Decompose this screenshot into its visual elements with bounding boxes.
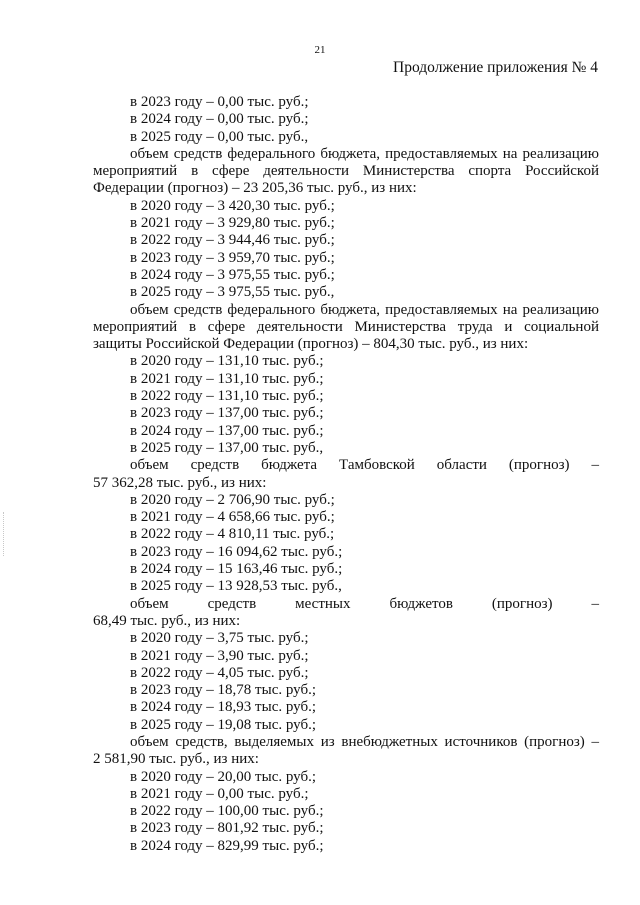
budget-year-line: в 2025 году – 13 928,53 тыс. руб.,: [130, 578, 342, 595]
budget-year-line: в 2024 году – 3 975,55 тыс. руб.;: [130, 266, 335, 283]
budget-year-line: в 2023 году – 18,78 тыс. руб.;: [130, 682, 317, 699]
document-body: [93, 94, 599, 855]
paragraph-local-line-2: 68,49 тыс. руб., из них:: [93, 612, 241, 629]
budget-year-line: в 2024 году – 137,00 тыс. руб.;: [130, 422, 324, 439]
scan-edge-marks: [3, 512, 6, 556]
paragraph-sport-line-1: объем средств федерального бюджета, предоставляемых на реализацию: [130, 145, 599, 162]
budget-year-line: в 2022 году – 3 944,46 тыс. руб.;: [130, 232, 335, 249]
budget-year-line: в 2020 году – 3,75 тыс. руб.;: [130, 630, 309, 647]
budget-year-line: в 2021 году – 3 929,80 тыс. руб.;: [130, 215, 335, 232]
paragraph-extrabudgetary-line-1: объем средств, выделяемых из внебюджетных источников (прогноз) –: [130, 733, 599, 750]
budget-year-line: в 2021 году – 3,90 тыс. руб.;: [130, 647, 309, 664]
paragraph-local-line-1: объем средств местных бюджетов (прогноз) –: [130, 595, 599, 612]
budget-year-line: в 2025 году – 19,08 тыс. руб.;: [130, 716, 317, 733]
paragraph-labor-line-3: защиты Российской Федерации (прогноз) – 804,30 тыс. руб., из них:: [93, 336, 529, 353]
page-number: 21: [314, 44, 326, 56]
appendix-heading: Продолжение приложения № 4: [393, 59, 598, 76]
budget-year-line: в 2023 году – 3 959,70 тыс. руб.;: [130, 249, 335, 266]
budget-year-line: в 2024 году – 829,99 тыс. руб.;: [130, 837, 324, 854]
budget-year-line: в 2023 году – 137,00 тыс. руб.;: [130, 405, 324, 422]
budget-year-line: в 2025 году – 3 975,55 тыс. руб.,: [130, 284, 335, 301]
budget-year-line: в 2022 году – 4 810,11 тыс. руб.;: [130, 526, 335, 543]
paragraph-extrabudgetary-line-2: 2 581,90 тыс. руб., из них:: [93, 751, 259, 768]
budget-year-line: в 2021 году – 4 658,66 тыс. руб.;: [130, 509, 335, 526]
budget-year-line: в 2022 году – 131,10 тыс. руб.;: [130, 388, 324, 405]
budget-year-line: в 2020 году – 20,00 тыс. руб.;: [130, 768, 317, 785]
budget-year-line: в 2023 году – 0,00 тыс. руб.;: [130, 94, 309, 110]
paragraph-labor-line-1: объем средств федерального бюджета, предоставляемых на реализацию: [130, 301, 599, 318]
paragraph-region-line-1: объем средств бюджета Тамбовской области (прогноз) –: [130, 457, 599, 474]
budget-year-line: в 2025 году – 0,00 тыс. руб.,: [130, 128, 309, 145]
paragraph-sport-line-2: мероприятий в сфере деятельности Министерства спорта Российской: [93, 163, 599, 180]
budget-year-line: в 2024 году – 0,00 тыс. руб.;: [130, 111, 309, 128]
paragraph-labor-line-2: мероприятий в сфере деятельности Министерства труда и социальной: [93, 318, 599, 335]
budget-year-line: в 2020 году – 2 706,90 тыс. руб.;: [130, 491, 335, 508]
budget-year-line: в 2023 году – 16 094,62 тыс. руб.;: [130, 543, 343, 560]
budget-year-line: в 2020 году – 3 420,30 тыс. руб.;: [130, 197, 335, 214]
budget-year-line: в 2022 году – 4,05 тыс. руб.;: [130, 664, 309, 681]
paragraph-sport-line-3: Федерации (прогноз) – 23 205,36 тыс. руб., из них:: [93, 180, 417, 197]
budget-year-line: в 2025 году – 137,00 тыс. руб.,: [130, 439, 324, 456]
budget-year-line: в 2022 году – 100,00 тыс. руб.;: [130, 803, 324, 820]
budget-year-line: в 2020 году – 131,10 тыс. руб.;: [130, 353, 324, 370]
budget-year-line: в 2023 году – 801,92 тыс. руб.;: [130, 820, 324, 837]
paragraph-region-line-2: 57 362,28 тыс. руб., из них:: [93, 474, 267, 491]
budget-year-line: в 2021 году – 131,10 тыс. руб.;: [130, 370, 324, 387]
budget-year-line: в 2024 году – 15 163,46 тыс. руб.;: [130, 561, 343, 578]
budget-year-line: в 2021 году – 0,00 тыс. руб.;: [130, 785, 309, 802]
budget-year-line: в 2024 году – 18,93 тыс. руб.;: [130, 699, 317, 716]
